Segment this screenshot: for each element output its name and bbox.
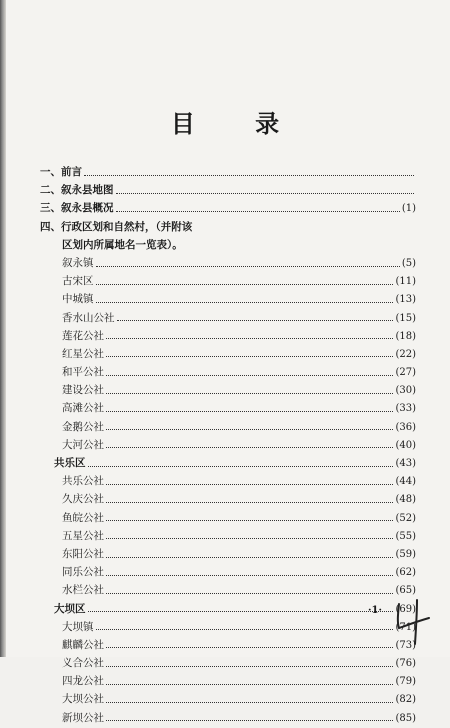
toc-entry-label: 义合公社 bbox=[62, 657, 104, 670]
toc-entry bbox=[40, 272, 416, 290]
toc-entry bbox=[40, 254, 416, 272]
toc-entry-page: (30) bbox=[395, 385, 416, 397]
toc-entry-page: (33) bbox=[395, 403, 416, 415]
toc-entry-label: 区划内所属地名一览表）。 bbox=[62, 238, 183, 251]
toc-entry-label: 久庆公社 bbox=[62, 493, 104, 506]
toc-entry-label: 大河公社 bbox=[62, 438, 104, 451]
toc-entry-page: (11) bbox=[395, 276, 416, 288]
toc-entry-label: 大坝镇 bbox=[62, 620, 94, 633]
toc-entry-page: (73) bbox=[395, 639, 416, 651]
dot-leader bbox=[106, 429, 393, 430]
toc-entry-label: 香水山公社 bbox=[62, 311, 115, 324]
toc-entry-label: 四、行政区划和自然村，（并附该 bbox=[40, 220, 193, 233]
toc-entry-page: (36) bbox=[395, 421, 416, 433]
dot-leader bbox=[106, 411, 393, 412]
toc-entry bbox=[40, 709, 416, 727]
toc-entry bbox=[40, 581, 416, 599]
toc-entry bbox=[40, 545, 416, 563]
toc-entry-page: (18) bbox=[395, 330, 416, 342]
page-number: ·1· bbox=[368, 605, 382, 616]
toc-entry bbox=[40, 436, 416, 454]
toc-entry-page: (43) bbox=[395, 458, 416, 469]
dot-leader bbox=[106, 375, 393, 376]
toc-entry-page: (69) bbox=[395, 603, 416, 615]
toc-entry bbox=[40, 690, 416, 708]
dot-leader bbox=[96, 302, 394, 303]
toc-entry-label: 中城镇 bbox=[62, 293, 94, 306]
dot-leader bbox=[106, 393, 393, 394]
toc-entry bbox=[40, 363, 416, 381]
table-of-contents bbox=[40, 163, 416, 727]
dot-leader bbox=[84, 175, 414, 176]
toc-entry-label: 东阳公社 bbox=[62, 547, 104, 560]
toc-entry bbox=[40, 454, 416, 472]
toc-entry bbox=[40, 345, 416, 363]
toc-entry bbox=[40, 163, 416, 181]
toc-entry bbox=[40, 472, 416, 490]
toc-entry-label: 和平公社 bbox=[62, 366, 104, 379]
toc-entry-page: (44) bbox=[395, 476, 416, 488]
toc-entry-label: 水栏公社 bbox=[62, 584, 104, 597]
toc-entry bbox=[40, 309, 416, 327]
toc-entry-page: (27) bbox=[395, 367, 416, 379]
toc-entry-page: (85) bbox=[395, 712, 416, 724]
toc-entry bbox=[40, 290, 416, 308]
dot-leader bbox=[106, 720, 393, 721]
toc-entry bbox=[40, 218, 416, 236]
toc-entry-label: 红星公社 bbox=[62, 347, 104, 360]
toc-entry-label: 大坝公社 bbox=[62, 693, 104, 706]
toc-entry bbox=[40, 527, 416, 545]
dot-leader bbox=[106, 520, 393, 521]
toc-entry bbox=[40, 563, 416, 581]
toc-entry-page: (52) bbox=[395, 512, 416, 524]
toc-entry-page: (82) bbox=[395, 694, 416, 706]
dot-leader bbox=[106, 684, 393, 685]
toc-entry-label: 鱼皖公社 bbox=[62, 511, 104, 524]
toc-entry-page: (55) bbox=[395, 530, 416, 542]
dot-leader bbox=[117, 320, 394, 321]
handwritten-mark-4 bbox=[393, 596, 433, 646]
toc-entry bbox=[40, 600, 416, 618]
toc-entry-page: (71) bbox=[395, 621, 416, 633]
toc-entry-page: (65) bbox=[395, 585, 416, 597]
toc-entry-page: (15) bbox=[395, 312, 416, 324]
dot-leader bbox=[106, 647, 393, 648]
toc-entry-label: 一、前言 bbox=[40, 166, 82, 178]
toc-entry bbox=[40, 636, 416, 654]
dot-leader bbox=[106, 593, 393, 594]
toc-entry-page: (5) bbox=[401, 257, 416, 269]
toc-entry bbox=[40, 181, 416, 199]
toc-entry bbox=[40, 490, 416, 508]
toc-entry-page: (13) bbox=[395, 294, 416, 306]
toc-entry-label: 大坝区 bbox=[54, 602, 86, 615]
dot-leader bbox=[106, 702, 393, 703]
dot-leader bbox=[88, 466, 394, 467]
toc-entry-label: 三、叙永县概况 bbox=[40, 202, 114, 215]
dot-leader bbox=[106, 557, 393, 558]
toc-entry bbox=[40, 236, 416, 254]
toc-entry-page: (22) bbox=[395, 348, 416, 360]
toc-entry-page: (1) bbox=[401, 203, 416, 215]
dot-leader bbox=[106, 502, 393, 503]
toc-entry bbox=[40, 672, 416, 690]
toc-entry-page: (62) bbox=[395, 567, 416, 579]
dot-leader bbox=[116, 211, 400, 212]
toc-entry-label: 同乐公社 bbox=[62, 566, 104, 579]
dot-leader bbox=[106, 575, 393, 576]
toc-entry-label: 五星公社 bbox=[62, 529, 104, 542]
toc-entry-page: (59) bbox=[395, 548, 416, 560]
toc-entry-page: (76) bbox=[395, 658, 416, 670]
dot-leader bbox=[106, 356, 393, 357]
dot-leader bbox=[96, 629, 394, 630]
toc-entry bbox=[40, 327, 416, 345]
toc-entry-label: 共乐公社 bbox=[62, 475, 104, 488]
dot-leader bbox=[106, 484, 393, 485]
toc-entry bbox=[40, 399, 416, 417]
toc-entry-label: 叙永镇 bbox=[62, 256, 94, 269]
toc-entry-page: (79) bbox=[395, 676, 416, 688]
dot-leader bbox=[106, 666, 393, 667]
dot-leader bbox=[106, 338, 393, 339]
scan-edge-shadow bbox=[0, 0, 6, 657]
page-title: 目 录 bbox=[170, 109, 306, 138]
toc-entry bbox=[40, 418, 416, 436]
toc-entry-label: 新坝公社 bbox=[62, 711, 104, 724]
toc-entry-label: 四龙公社 bbox=[62, 675, 104, 688]
toc-entry bbox=[40, 509, 416, 527]
dot-leader bbox=[106, 538, 393, 539]
toc-entry-label: 金鹅公社 bbox=[62, 420, 104, 433]
toc-entry-label: 共乐区 bbox=[54, 457, 86, 469]
toc-entry-label: 古宋区 bbox=[62, 275, 94, 288]
toc-entry-page: (48) bbox=[395, 494, 416, 506]
toc-entry-page: (40) bbox=[395, 439, 416, 451]
dot-leader bbox=[96, 284, 394, 285]
toc-entry bbox=[40, 381, 416, 399]
dot-leader bbox=[88, 611, 394, 612]
dot-leader bbox=[116, 193, 415, 194]
toc-entry-label: 二、叙永县地图 bbox=[40, 184, 114, 197]
dot-leader bbox=[96, 266, 400, 267]
toc-entry bbox=[40, 618, 416, 636]
toc-entry-label: 建设公社 bbox=[62, 384, 104, 397]
toc-entry-label: 麒麟公社 bbox=[62, 638, 104, 651]
toc-entry-label: 高滩公社 bbox=[62, 402, 104, 415]
dot-leader bbox=[106, 447, 393, 448]
toc-entry bbox=[40, 199, 416, 217]
toc-entry-label: 莲花公社 bbox=[62, 329, 104, 342]
